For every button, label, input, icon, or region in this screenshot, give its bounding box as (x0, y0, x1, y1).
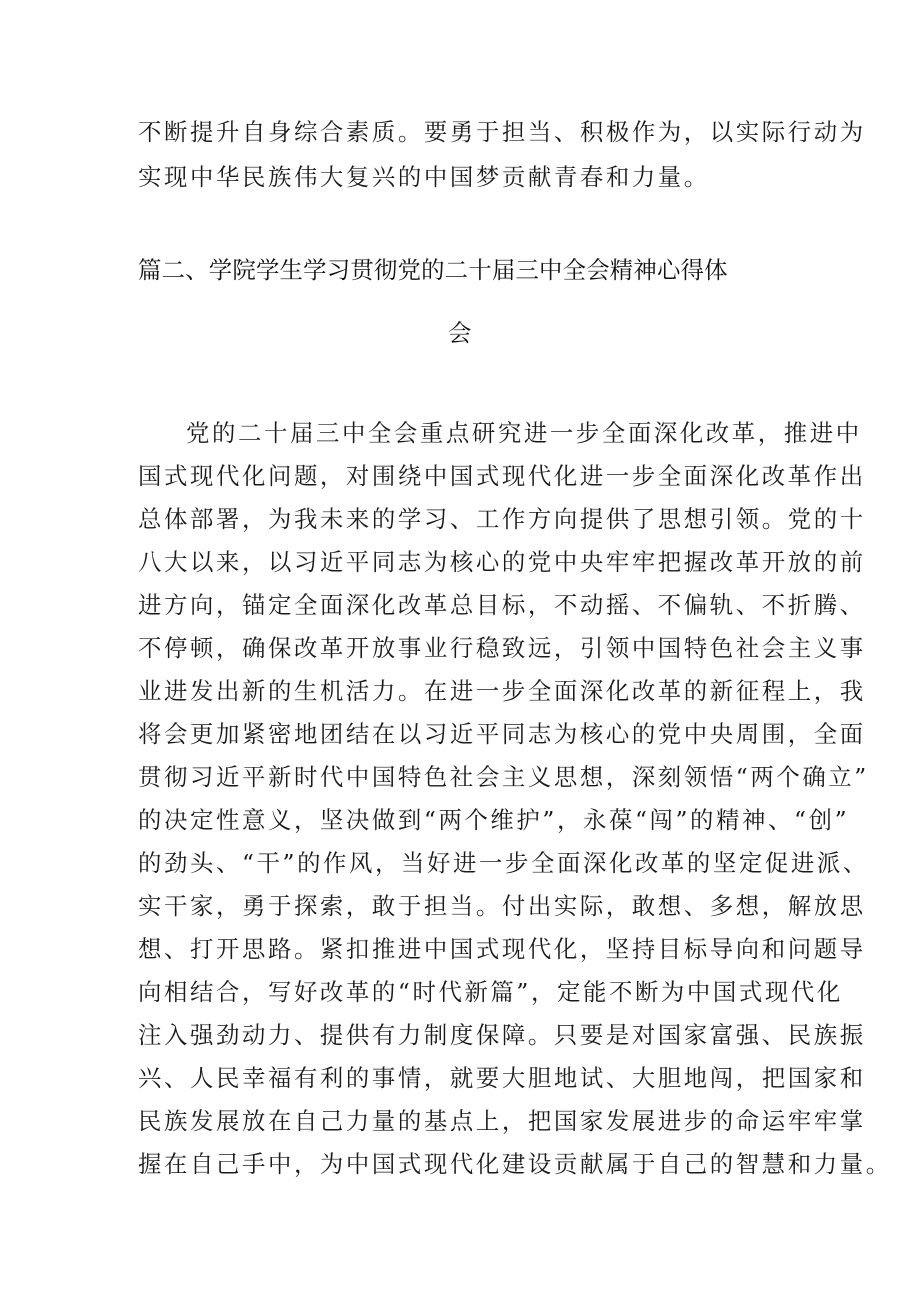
body-line-7: 业进发出新的生机活力。在进一步全面深化改革的新征程上，我 (138, 677, 866, 705)
intro-line-2: 实现中华民族伟大复兴的中国梦贡献青春和力量。 (138, 163, 710, 191)
section-title: 篇二、学院学生学习贯彻党的二十届三中全会精神心得体 (138, 256, 728, 284)
body-line-18: 握在自己手中，为中国式现代化建设贡献属于自己的智慧和力量。 (138, 1150, 892, 1178)
section-title-continued: 会 (448, 319, 472, 347)
body-line-11: 的劲头、“干”的作风，当好进一步全面深化改革的坚定促进派、 (138, 849, 869, 877)
body-line-16: 兴、人民幸福有利的事情，就要大胆地试、大胆地闯，把国家和 (138, 1064, 866, 1092)
body-line-2: 国式现代化问题，对围绕中国式现代化进一步全面深化改革作出 (138, 462, 866, 490)
body-line-1: 党的二十届三中全会重点研究进一步全面深化改革，推进中 (186, 419, 862, 447)
body-line-14: 向相结合，写好改革的“时代新篇”，定能不断为中国式现代化 (138, 978, 843, 1006)
body-line-12: 实干家，勇于探索，敢于担当。付出实际，敢想、多想，解放思 (138, 892, 866, 920)
body-line-6: 不停顿，确保改革开放事业行稳致远，引领中国特色社会主义事 (138, 634, 866, 662)
body-line-3: 总体部署，为我未来的学习、工作方向提供了思想引领。党的十 (138, 505, 866, 533)
body-line-17: 民族发展放在自己力量的基点上，把国家发展进步的命运牢牢掌 (138, 1107, 866, 1135)
body-line-9: 贯彻习近平新时代中国特色社会主义思想，深刻领悟“两个确立” (138, 763, 869, 791)
intro-line-1: 不断提升自身综合素质。要勇于担当、积极作为，以实际行动为 (138, 118, 866, 146)
body-line-13: 想、打开思路。紧扣推进中国式现代化，坚持目标导向和问题导 (138, 935, 866, 963)
body-line-5: 进方向，锚定全面深化改革总目标，不动摇、不偏轨、不折腾、 (138, 591, 866, 619)
body-line-10: 的决定性意义，坚决做到“两个维护”，永葆“闯”的精神、“创” (138, 806, 850, 834)
body-line-15: 注入强劲动力、提供有力制度保障。只要是对国家富强、民族振 (138, 1021, 866, 1049)
body-line-4: 八大以来，以习近平同志为核心的党中央牢牢把握改革开放的前 (138, 548, 866, 576)
body-line-8: 将会更加紧密地团结在以习近平同志为核心的党中央周围，全面 (138, 720, 866, 748)
